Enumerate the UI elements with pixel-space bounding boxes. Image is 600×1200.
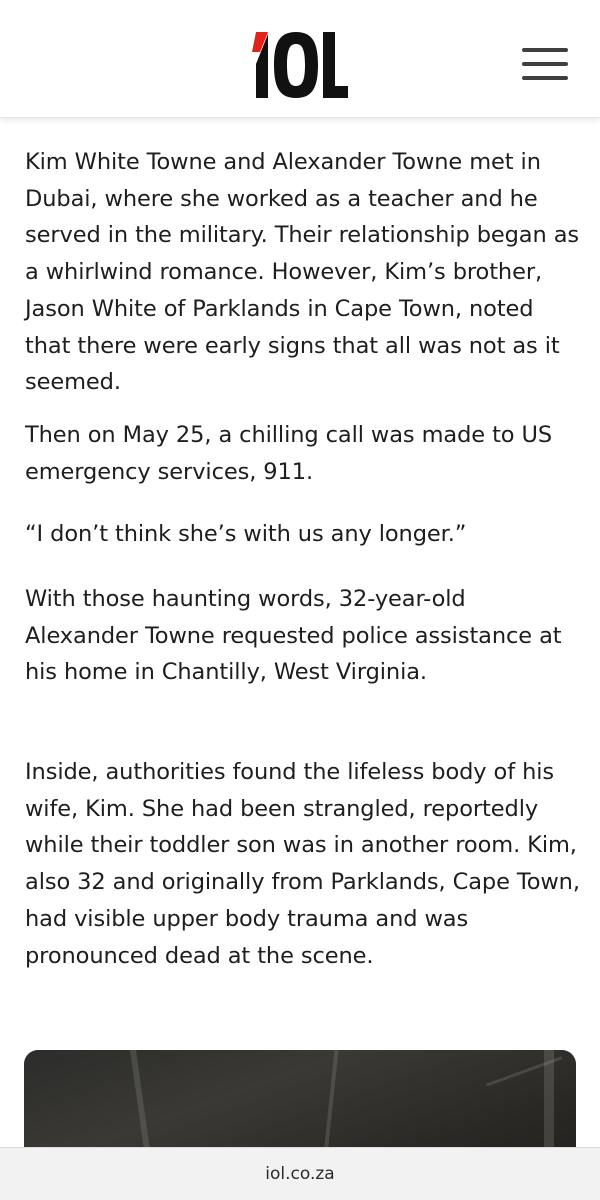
iol-logo-mark	[252, 30, 348, 100]
menu-button[interactable]	[520, 44, 570, 84]
url-text[interactable]: iol.co.za	[265, 1164, 335, 1184]
hamburger-menu-icon-line	[522, 76, 568, 80]
article-paragraph: Inside, authorities found the lifeless body of his wife, Kim. She had been strangled, reportedly while their toddler son was in another room. Kim, also 32 and originally from Parklands, Cape Town, had visible upper body trauma and was pronounced dead at the scene.	[25, 759, 580, 969]
article-paragraph: Then on May 25, a chilling call was made to US emergency services, 911.	[25, 422, 553, 485]
article-quote: “I don’t think she’s with us any longer.”	[25, 521, 467, 547]
iol-logo[interactable]	[252, 30, 348, 100]
site-header	[0, 0, 600, 118]
hamburger-menu-icon-line	[522, 62, 568, 66]
hamburger-menu-icon	[522, 48, 568, 52]
browser-url-bar[interactable]	[0, 1147, 600, 1200]
article-paragraph: With those haunting words, 32-year-old Alexander Towne requested police assistance at his home in Chantilly, West Virginia.	[25, 586, 562, 686]
article-body	[25, 144, 581, 1035]
article-paragraph: Kim White Towne and Alexander Towne met in Dubai, where she worked as a teacher and he served in the military. Their relationship began as a whirlwind romance. However, Kim’s brother, Jason White of Parklands in Cape Town, noted that there were early signs that all was not as it seemed.	[25, 149, 580, 396]
